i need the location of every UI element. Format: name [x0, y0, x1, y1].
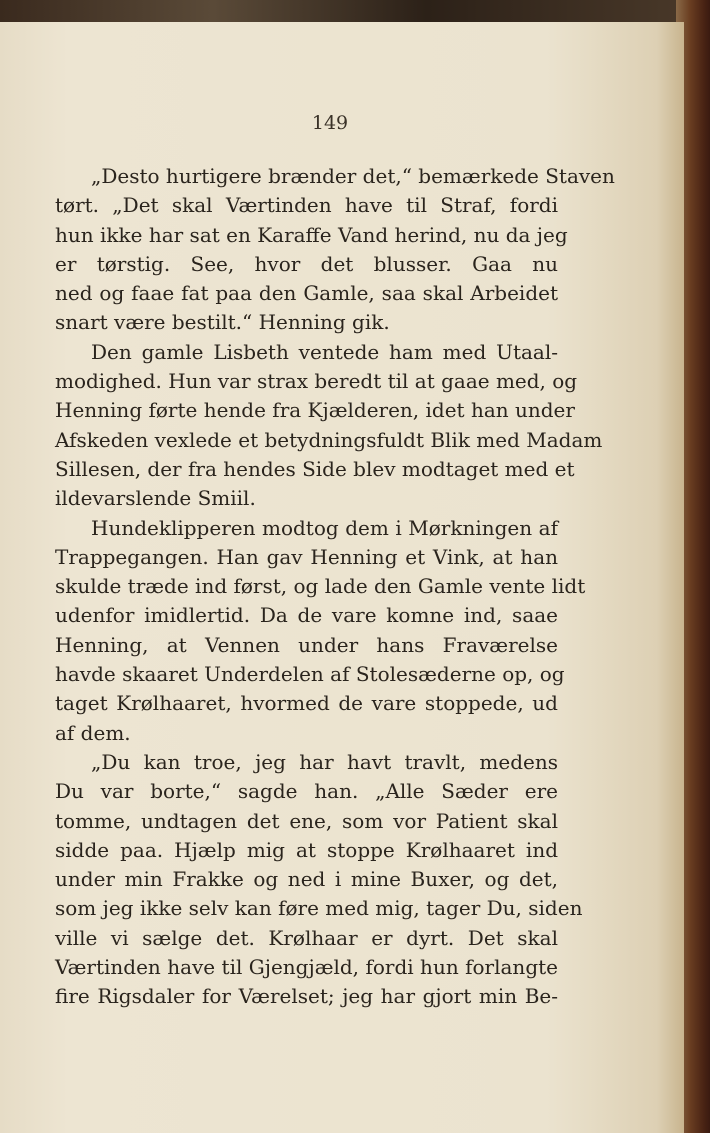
- text-line: Værtinden have til Gjengjæld, fordi hun forlangte: [55, 955, 558, 980]
- text-line: tørt. „Det skal Værtinden have til Straf, fordi: [55, 193, 558, 218]
- text-line: taget Krølhaaret, hvormed de vare stoppede, ud: [55, 691, 558, 716]
- text-line: tomme, undtagen det ene, som vor Patient skal: [55, 808, 558, 833]
- text-line: Sillesen, der fra hendes Side blev modtaget med et: [55, 456, 575, 481]
- text-line: Afskeden vexlede et betydningsfuldt Blik med Madam: [55, 427, 603, 452]
- text-line: Den gamle Lisbeth ventede ham med Utaal-: [91, 339, 558, 364]
- text-line: modighed. Hun var strax beredt til at gaae med, og: [55, 369, 578, 394]
- text-line: ned og faae fat paa den Gamle, saa skal Arbeidet: [55, 281, 558, 306]
- text-line: skulde træde ind først, og lade den Gamle vente lidt: [55, 574, 586, 599]
- text-line: er tørstig. See, hvor det blusser. Gaa nu: [55, 251, 558, 276]
- text-line: snart være bestilt.“ Henning gik.: [55, 310, 390, 335]
- text-line: Henning, at Vennen under hans Fraværelse: [55, 632, 558, 657]
- text-line: Henning førte hende fra Kjælderen, idet han under: [55, 398, 575, 423]
- text-line: af dem.: [55, 720, 131, 745]
- text-line: sidde paa. Hjælp mig at stoppe Krølhaaret ind: [55, 837, 558, 862]
- text-line: under min Frakke og ned i mine Buxer, og det,: [55, 867, 558, 892]
- text-line: ville vi sælge det. Krølhaar er dyrt. Det skal: [55, 925, 558, 950]
- body-text: [55, 162, 615, 1012]
- text-line: udenfor imidlertid. Da de vare komne ind, saae: [55, 603, 558, 628]
- text-line: „Du kan troe, jeg har havt travlt, medens: [91, 749, 558, 774]
- text-line: Trappegangen. Han gav Henning et Vink, at han: [55, 544, 558, 569]
- text-line: fire Rigsdaler for Værelset; jeg har gjort min Be-: [55, 984, 558, 1009]
- text-line: „Desto hurtigere brænder det,“ bemærkede Staven: [91, 164, 615, 188]
- text-line: ildevarslende Smiil.: [55, 486, 256, 511]
- text-line: som jeg ikke selv kan føre med mig, tager Du, siden: [55, 896, 583, 921]
- text-line: hun ikke har sat en Karaffe Vand herind, nu da jeg: [55, 222, 568, 247]
- text-line: Du var borte,“ sagde han. „Alle Sæder ere: [55, 779, 558, 804]
- text-line: Hundeklipperen modtog dem i Mørkningen af: [91, 515, 558, 540]
- text-line: havde skaaret Underdelen af Stolesæderne op, og: [55, 662, 565, 687]
- book-page: [0, 22, 684, 1133]
- page-number: 149: [311, 112, 349, 134]
